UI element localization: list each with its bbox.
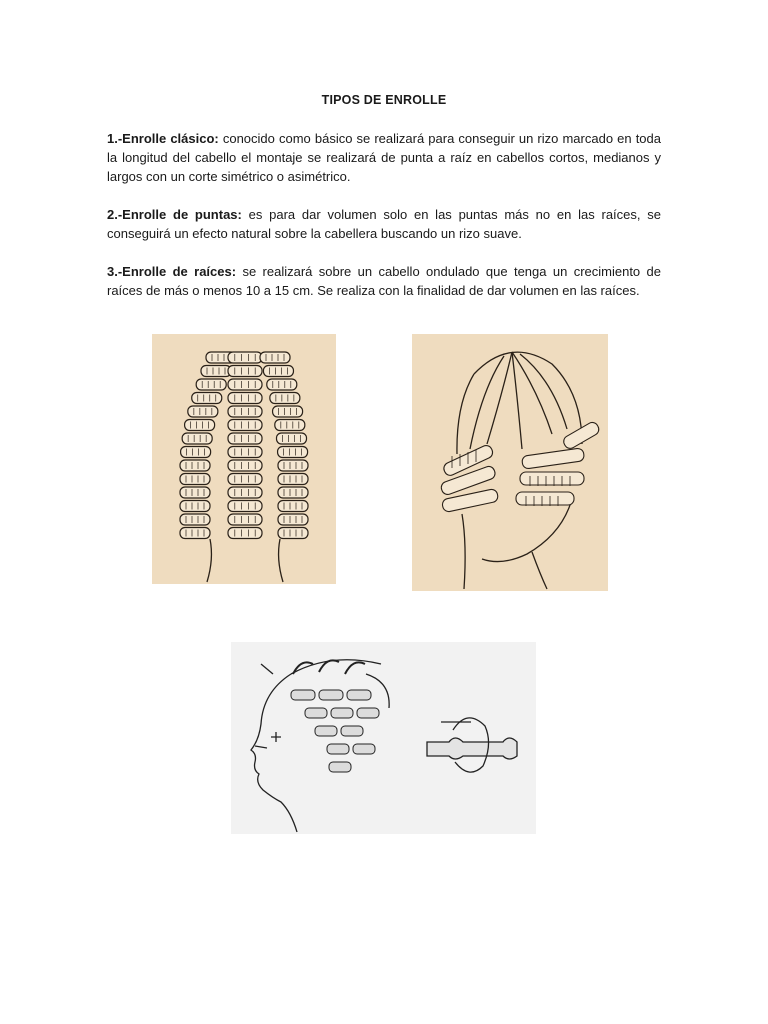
document-title: TIPOS DE ENROLLE xyxy=(321,93,447,107)
section-1 xyxy=(107,129,661,186)
section-2-text: es para dar volumen solo en las puntas más no en las raíces, se conseguirá un efecto natural sobre la cabellera buscando un rizo suave. xyxy=(107,207,661,241)
section-1-heading: 1.-Enrolle clásico: xyxy=(107,131,223,146)
section-3-text: se realizará sobre un cabello ondulado que tenga un crecimiento de raíces de más o menos 10 a 15 cm. Se realiza con la finalidad de dar volumen en las raíces. xyxy=(107,264,661,298)
profile-rollers-and-roller-detail-illustration xyxy=(231,642,536,834)
head-rollers-side-illustration xyxy=(412,334,608,591)
section-2-heading: 2.-Enrolle de puntas: xyxy=(107,207,249,222)
section-3-heading: 3.-Enrolle de raíces: xyxy=(107,264,243,279)
back-of-head-rollers-illustration xyxy=(152,334,336,584)
section-2 xyxy=(107,205,661,243)
section-3 xyxy=(107,262,661,300)
section-1-text: conocido como básico se realizará para conseguir un rizo marcado en toda la longitud del cabello el montaje se realizará de punta a raíz en cabellos cortos, medianos y largos con un corte simétrico o asimétrico. xyxy=(107,131,661,184)
